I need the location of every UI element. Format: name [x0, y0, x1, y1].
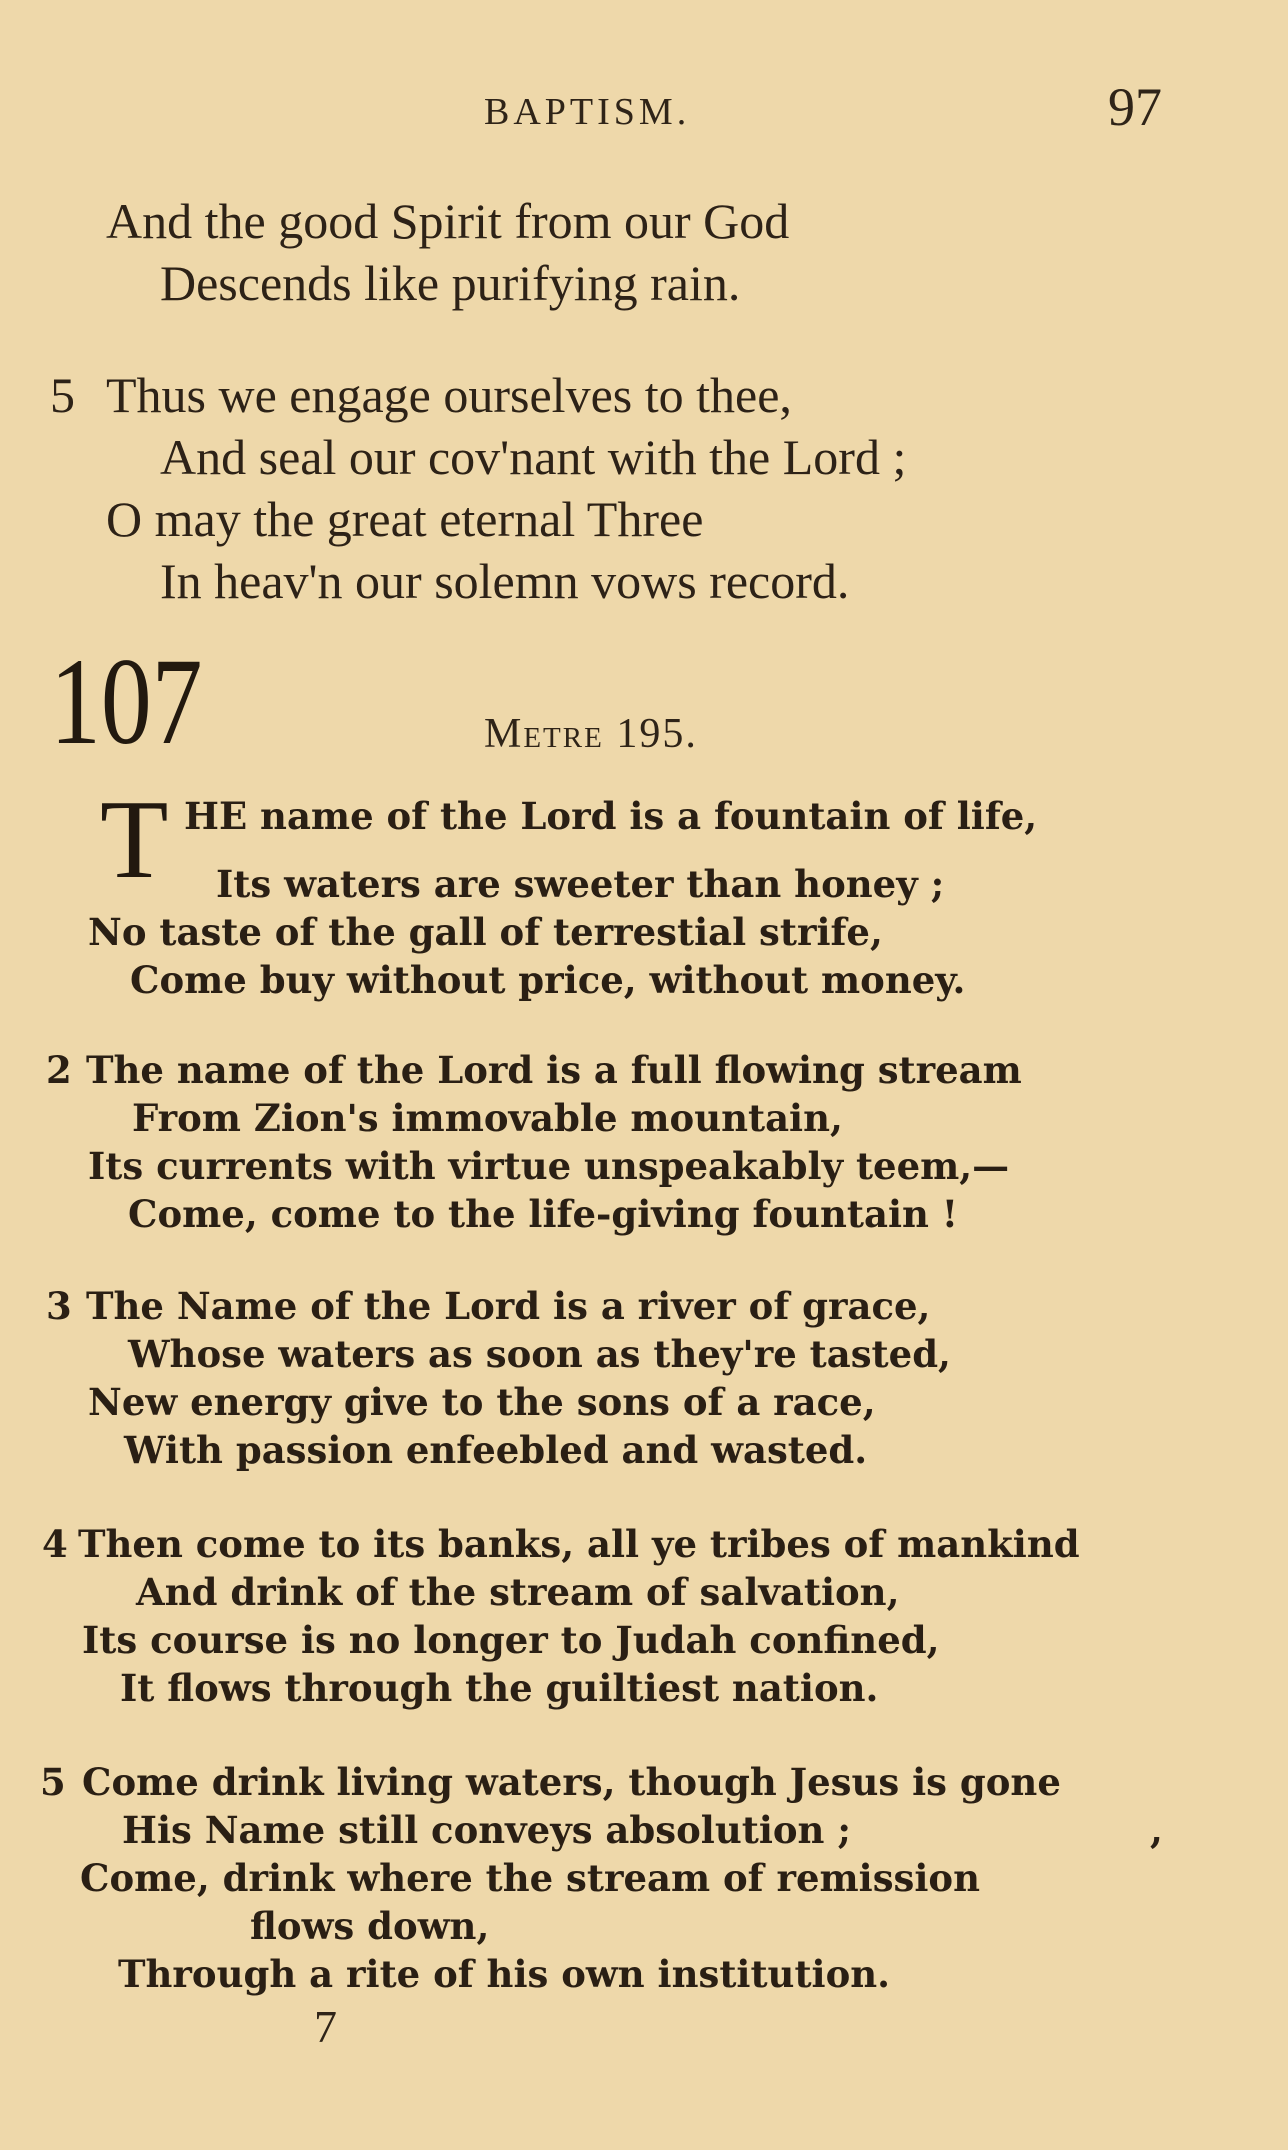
verse-line: And the good Spirit from our God: [106, 193, 790, 249]
verse-line: In heav'n our solemn vows record.: [160, 553, 850, 609]
verse-line: [160, 428, 906, 486]
verse-line: From Zion's immovable mountain,: [132, 1096, 843, 1140]
verse-number: 5: [50, 367, 75, 423]
verse-number: 3: [46, 1284, 72, 1328]
verse-line: His Name still conveys absolution ;: [122, 1808, 851, 1852]
verse-line: Thus we engage ourselves to thee,: [106, 367, 792, 423]
verse-line: Come drink living waters, though Jesus is gone: [82, 1760, 1061, 1804]
verse-line: Its currents with virtue unspeakably teem,—: [88, 1144, 1010, 1188]
verse-line: Descends like purifying rain.: [160, 255, 741, 311]
verse-line: With passion enfeebled and wasted.: [124, 1428, 868, 1472]
verse-line: Whose waters as soon as they're tasted,: [128, 1332, 951, 1376]
verse-number: 2: [46, 1048, 72, 1092]
verse-line: Come, drink where the stream of remission: [80, 1856, 981, 1900]
verse-line-text: And seal our cov'nant with the Lord: [160, 429, 880, 485]
verse-number: 5: [40, 1760, 66, 1804]
verse-line: New energy give to the sons of a race,: [88, 1380, 876, 1424]
signature-mark: 7: [314, 2001, 337, 2052]
metre-label: Metre 195.: [484, 711, 698, 757]
verse-line: HE name of the Lord is a fountain of life,: [184, 794, 1038, 838]
verse-line: Come buy without price, without money.: [130, 958, 966, 1002]
page-number: 97: [1108, 77, 1162, 137]
verse-line: Then come to its banks, all ye tribes of mankind: [78, 1522, 1080, 1566]
verse-line: And drink of the stream of salvation,: [136, 1570, 900, 1614]
verse-line: Its course is no longer to Judah confined,: [82, 1618, 940, 1662]
verse-line: The name of the Lord is a full flowing stream: [86, 1048, 1022, 1092]
running-header-title: BAPTISM.: [484, 91, 691, 133]
verse-line: The Name of the Lord is a river of grace,: [86, 1284, 931, 1328]
verse-line: No taste of the gall of terrestial strife,: [88, 910, 883, 954]
semicolon: ;: [892, 429, 907, 485]
verse-line: O may the great eternal Three: [106, 491, 704, 547]
verse-line: Its waters are sweeter than honey ;: [216, 862, 945, 906]
verse-number: 4: [42, 1522, 68, 1566]
verse-line: Through a rite of his own institution.: [118, 1952, 891, 1996]
verse-line: It flows through the guiltiest nation.: [120, 1666, 879, 1710]
stray-comma: ,: [1150, 1808, 1163, 1852]
hymn-number: 107: [50, 633, 203, 770]
drop-cap: T: [100, 778, 169, 902]
verse-line: flows down,: [250, 1904, 490, 1948]
verse-line: Come, come to the life-giving fountain !: [128, 1192, 959, 1236]
